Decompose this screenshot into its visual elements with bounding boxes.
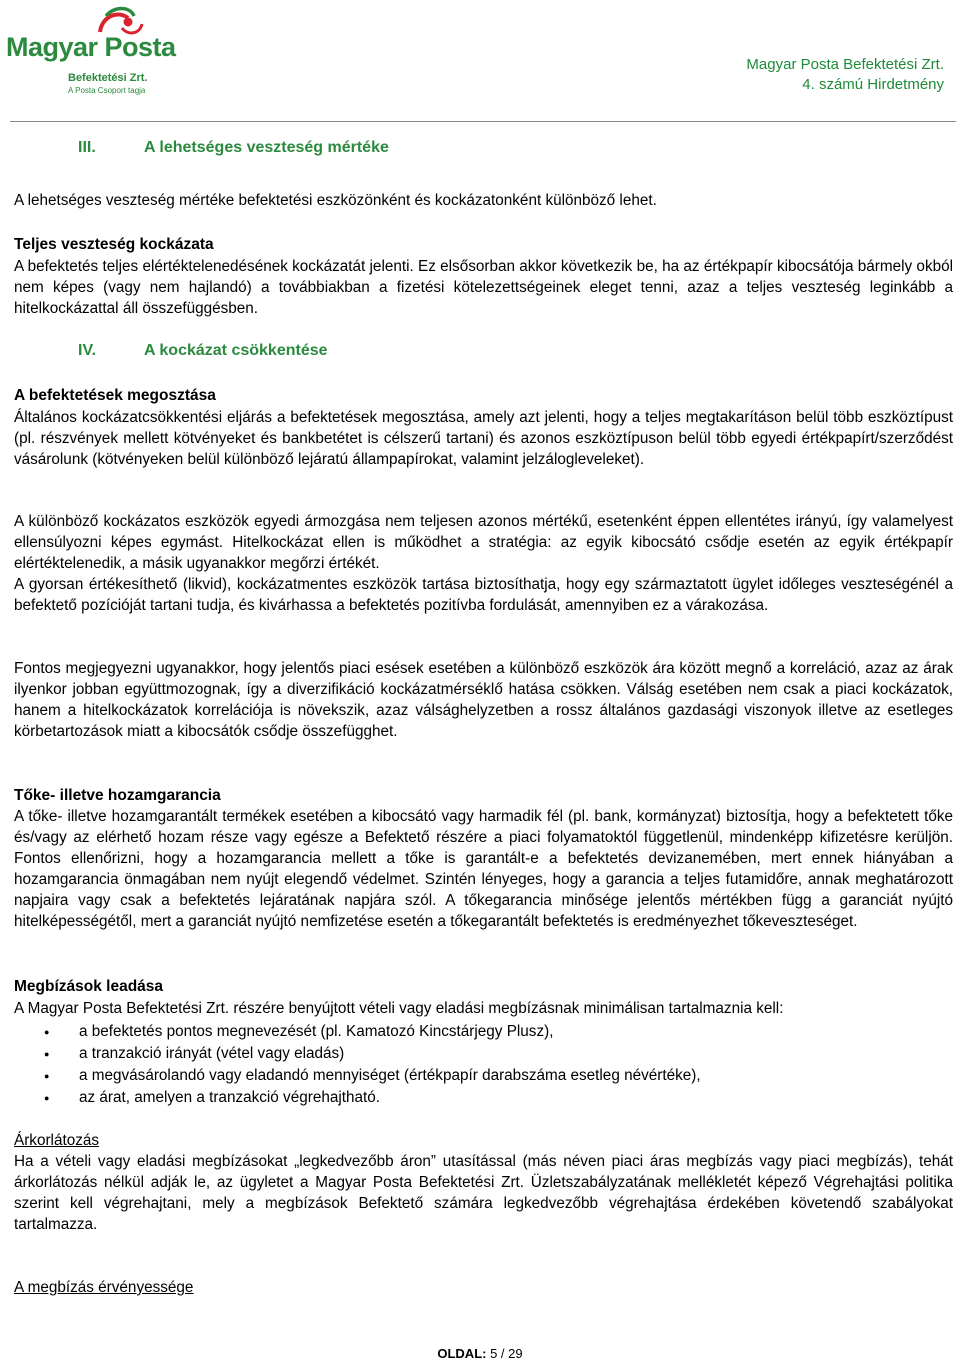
magyar-posta-logo	[6, 2, 176, 98]
page-footer	[0, 1346, 960, 1361]
section-3-title: A lehetséges veszteség mértéke	[144, 139, 389, 156]
header-notice: 4. számú Hirdetmény	[802, 76, 944, 93]
subheading-total-loss: Teljes veszteség kockázata	[14, 236, 214, 253]
footer-page-label: OLDAL:	[437, 1346, 487, 1361]
section-3-intro: A lehetséges veszteség mértéke befektetési eszközönként és kockázatonként különböző lehet.	[14, 192, 657, 209]
paragraph-price-limit: Ha a vételi vagy eladási megbízásokat „legkedvezőbb áron” utasítással (más néven piaci áras megbízás vagy piaci megbízás), tehát árkorlátozás nélkül adják le, az ügyletet a Magyar Posta Befektetési Zrt. Üzletszabályzatának mellékletét képező Végrehajtási politika szerint kell végrehajtani, mely a megbízások Befektető számára legkedvezőbb végrehajtása érdekében követendő szabályokat tartalmazza.	[14, 1153, 953, 1233]
paragraph-guarantee: A tőke- illetve hozamgarantált termékek esetében a kibocsátó vagy harmadik fél (pl. bank, kormányzat) biztosítja, hogy a befektetett tőke és/vagy az elérhető hozam része vagy egésze a Befektető részére a piaci folyamatoktól függetlenül, mindenképp kifizetésre kerüljön. Fontos ellenőrizni, hogy a hozamgarancia mellett a tőke is garantált-e a befektetés devizanemében, mert ennek hiányában a hozamgarancia önmagában nem nyújt elegendő védelmet. Szintén lényeges, hogy a garancia a teljes futamidőre, annak meghatározott napjaira vagy csak a befektetés lejáratának napjára szól. A tőkegarancia minősége jelentős mértékben függ a garanciát nyújtó hitelképességétől, mert a garanciát nyújtó nemfizetése esetén a tőkegarantált befektetés is eredményezhet tőkeveszteséget.	[14, 808, 953, 930]
logo-subtitle: Befektetési Zrt.	[68, 72, 148, 84]
paragraph-diversification-2: A különböző kockázatos eszközök egyedi ármozgása nem teljesen azonos mértékű, esetenként éppen ellentétes irányú, így valamelyest ellensúlyozni képes egymást. Hitelkockázat ellen is működhet a stratégia: az egyik kibocsátó csődje esetén az egyik értékpapír elértéktelenedik, a másik ugyanakkor megőrzi értékét.	[14, 513, 953, 572]
logo-wordmark: Magyar Posta	[6, 32, 176, 62]
subheading-price-limit: Árkorlátozás	[14, 1132, 100, 1149]
section-3-number: III.	[78, 139, 96, 156]
header-divider	[10, 121, 956, 122]
paragraph-orders: A Magyar Posta Befektetési Zrt. részére benyújtott vételi vagy eladási megbízásnak minimálisan tartalmaznia kell:	[14, 1000, 784, 1017]
logo-tagline: A Posta Csoport tagja	[68, 86, 146, 95]
section-4-title: A kockázat csökkentése	[144, 342, 328, 359]
header-info	[746, 55, 944, 95]
list-item: ● a megvásárolandó vagy eladandó mennyiséget (értékpapír darabszáma esetleg névértéke),	[14, 1065, 953, 1087]
subheading-guarantee: Tőke- illetve hozamgarancia	[14, 787, 221, 804]
subheading-orders: Megbízások leadása	[14, 978, 164, 995]
footer-page-number: 5 / 29	[490, 1346, 523, 1361]
paragraph-diversification-1: Általános kockázatcsökkentési eljárás a befektetések megosztása, amely azt jelenti, hogy a teljes megtakarításon belül több eszköztípust (pl. részvények mellett kötvényeket és bankbetétet is célszerű tartani) és azonos eszköztípuson belül több egyedi értékpapírt/szerződést vásárolunk (kötvényeken belül különböző lejáratú állampapírokat, valamint jelzálogleveleket).	[14, 409, 953, 468]
list-item: ● a tranzakció irányát (vétel vagy eladás)	[14, 1043, 953, 1065]
list-item: ● az árat, amelyen a tranzakció végrehajtható.	[14, 1087, 953, 1109]
paragraph-total-loss: A befektetés teljes elértéktelenedésének kockázatát jelenti. Ez elsősorban akkor következik be, ha az értékpapír kibocsátója bármely okból nem képes (vagy nem hajlandó) a továbbiakban a fizetési kötelezettségeinek eleget tenni, azaz a teljes veszteség leginkább a hitelkockázattal áll összefüggésben.	[14, 258, 953, 317]
section-4-number: IV.	[78, 342, 97, 359]
paragraph-diversification-3: A gyorsan értékesíthető (likvid), kockázatmentes eszközök tartása biztosíthatja, hogy egy származtatott ügylet időleges veszteségénél a befektető pozícióját tartani tudja, és kivárhassa a befektetés pozitívba fordulását, amennyiben ez a várakozása.	[14, 576, 953, 614]
order-requirements-list	[14, 1021, 953, 1109]
header-company: Magyar Posta Befektetési Zrt.	[746, 56, 944, 73]
list-item: ● a befektetés pontos megnevezését (pl. Kamatozó Kincstárjegy Plusz),	[14, 1021, 953, 1043]
paragraph-correlation: Fontos megjegyezni ugyanakkor, hogy jelentős piaci esések esetében a különböző eszközök ára között megnő a korreláció, azaz az árak ilyenkor jobban együttmozognak, így a diverzifikáció kockázatmérséklő hatása csökken. Válság esetében nem csak a piaci kockázatok, hanem a hitelkockázatok korrelációja is növekszik, azaz válsághelyzetben a rossz általános gazdasági viszonyok illetve az esetleges körbetartozások miatt a kibocsátók csődje összefügghet.	[14, 660, 953, 740]
subheading-order-validity: A megbízás érvényessége	[14, 1279, 194, 1296]
subheading-diversification: A befektetések megosztása	[14, 387, 216, 404]
